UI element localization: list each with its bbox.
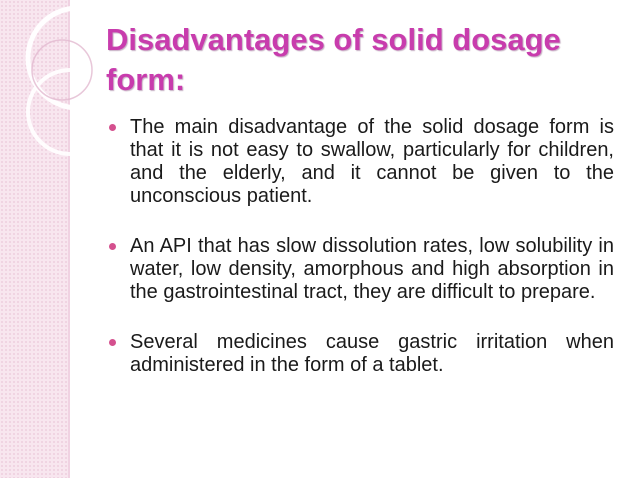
bullet-marker-icon	[109, 243, 116, 250]
bullet-item-api-properties	[106, 235, 614, 304]
bullet-text: An API that has slow dissolution rates, low solubility in water, low density, amorphous and high absorption in the gastrointestinal tract, they are difficult to prepare.	[130, 235, 614, 303]
bullet-text: Several medicines cause gastric irritation when administered in the form of a tablet.	[130, 331, 614, 376]
bullet-item-swallowing	[106, 116, 614, 208]
bullet-item-gastric-irritation	[106, 331, 614, 377]
bullet-marker-icon	[109, 124, 116, 131]
bullet-text: The main disadvantage of the solid dosage form is that it is not easy to swallow, particularly for children, and the elderly, and it cannot be given to the unconscious patient.	[130, 116, 614, 207]
bullet-marker-icon	[109, 339, 116, 346]
bullet-list	[106, 116, 614, 404]
slide-title: Disadvantages of solid dosage form:	[106, 22, 561, 97]
